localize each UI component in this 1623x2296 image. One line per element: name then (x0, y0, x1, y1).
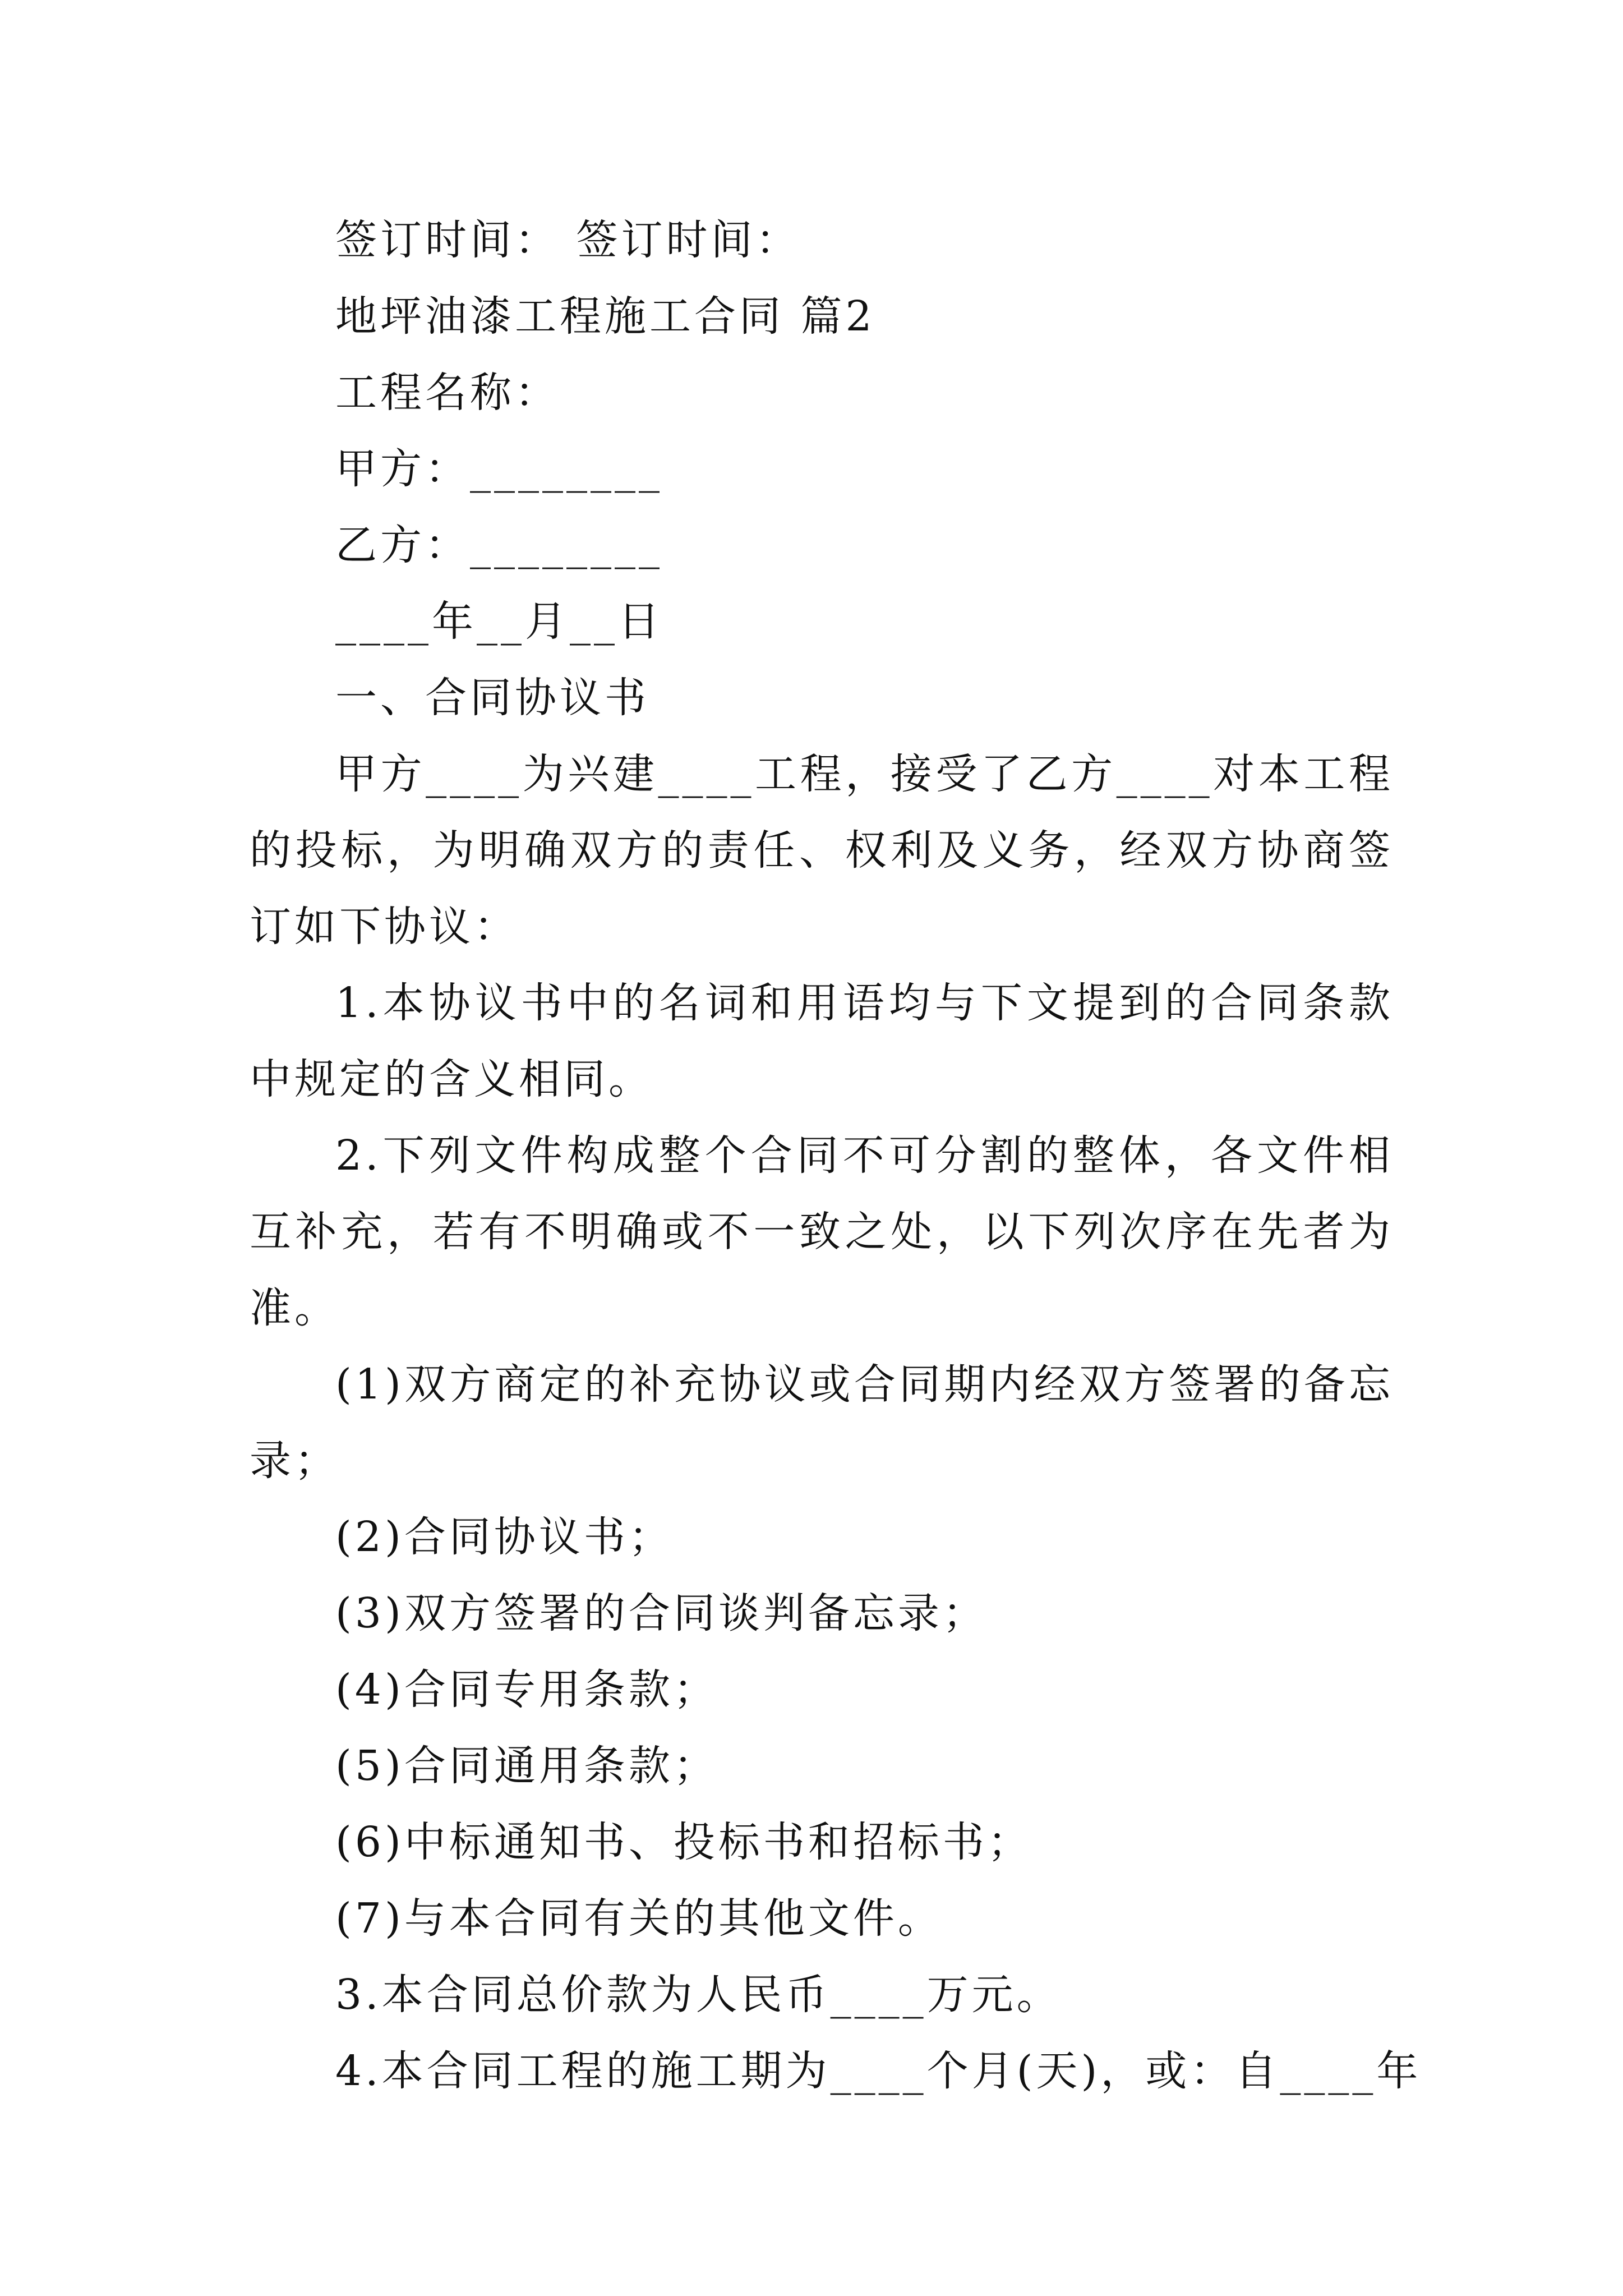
contract-title: 地坪油漆工程施工合同 篇2 (335, 292, 875, 341)
clause-4: 4.本合同工程的施工期为____个月(天)，或：自____年 (335, 2047, 1422, 2095)
clause-2-item-6: (6)中标通知书、投标书和招标书； (335, 1818, 1032, 1866)
section-heading: 一、合同协议书 (335, 674, 649, 722)
party-b-line: 乙方：________ (335, 521, 663, 569)
document-body (250, 202, 1422, 2109)
project-name-line: 工程名称： (335, 369, 560, 417)
clause-2-item-5: (5)合同通用条款； (335, 1742, 718, 1790)
clause-1: 1.本协议书中的名词和用语均与下文提到的合同条款中规定的含义相同。 (250, 979, 1394, 1103)
clause-2-item-2: (2)合同协议书； (335, 1513, 674, 1561)
clause-2-item-7: (7)与本合同有关的其他文件。 (335, 1894, 943, 1943)
clause-2: 2.下列文件构成整个合同不可分割的整体，各文件相互补充，若有不明确或不一致之处，以下列次序在先者为准。 (250, 1131, 1394, 1332)
clause-3: 3.本合同总价款为人民币____万元。 (335, 1971, 1062, 2019)
party-a-line: 甲方：________ (335, 445, 663, 493)
clause-2-item-4: (4)合同专用条款； (335, 1665, 718, 1714)
date-line: ____年__月__日 (335, 597, 663, 646)
signing-time-line: 签订时间： 签订时间： (335, 216, 801, 264)
intro-paragraph: 甲方____为兴建____工程，接受了乙方____对本工程的投标，为明确双方的责任、权利及义务，经双方协商签订如下协议： (250, 750, 1394, 951)
clause-2-item-1: (1)双方商定的补充协议或合同期内经双方签署的备忘录； (250, 1360, 1394, 1485)
clause-2-item-3: (3)双方签署的合同谈判备忘录； (335, 1589, 988, 1637)
